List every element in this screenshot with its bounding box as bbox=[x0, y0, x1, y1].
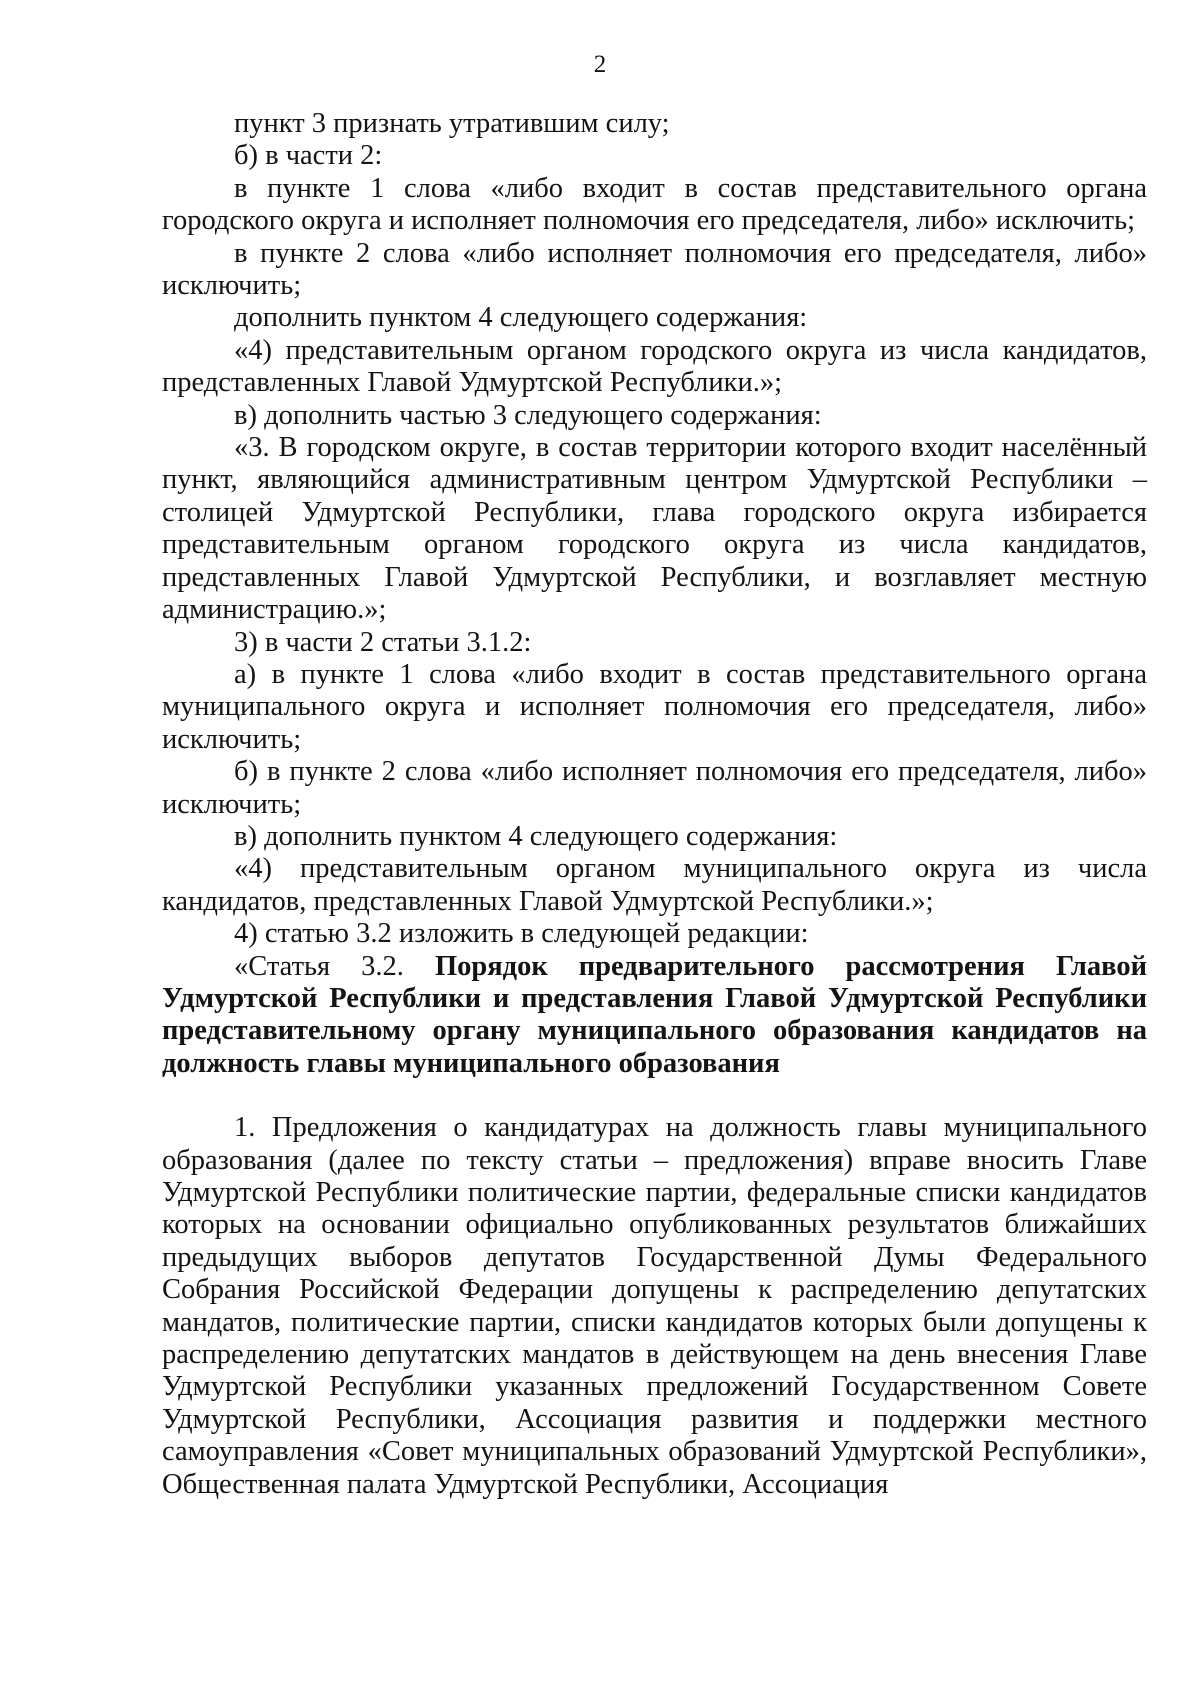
paragraph: 4) статью 3.2 изложить в следующей редакции: bbox=[234, 918, 809, 950]
paragraph: дополнить пунктом 4 следующего содержания: bbox=[234, 302, 808, 334]
article-prefix: «Статья 3.2. bbox=[234, 950, 435, 982]
paragraph: «4) представительным органом городского округа из числа кандидатов, представленных Главой Удмуртской Республики.»; bbox=[162, 334, 1147, 399]
article-clause-1: 1. Предложения о кандидатурах на должность главы муниципального образования (далее по тексту статьи – предложения) вправе вносить Главе Удмуртской Республики политические партии, федеральные списки кандидатов которых на основании официально опубликованных результатов ближайших предыдущих выборов депутатов Государственной Думы Федерального Собрания Российской Федерации допущены к распределению депутатских мандатов, политические партии, списки кандидатов которых были допущены к распределению депутатских мандатов в действующем на день внесения Главе Удмуртской Республики указанных предложений Государственном Совете Удмуртской Республики, Ассоциация развития и поддержки местного самоуправления «Совет муниципальных образований Удмуртской Республики», Общественная палата Удмуртской Республики, Ассоциация bbox=[162, 1112, 1147, 1500]
paragraph: в) дополнить пунктом 4 следующего содержания: bbox=[234, 820, 838, 852]
paragraph: в пункте 2 слова «либо исполняет полномочия его председателя, либо» исключить; bbox=[162, 237, 1147, 302]
paragraph: 3) в части 2 статьи 3.1.2: bbox=[234, 626, 532, 658]
paragraph: пункт 3 признать утратившим силу; bbox=[234, 108, 670, 139]
paragraph: б) в части 2: bbox=[234, 140, 383, 172]
document-body bbox=[162, 108, 1147, 1501]
paragraph: б) в пункте 2 слова «либо исполняет полномочия его председателя, либо» исключить; bbox=[162, 756, 1147, 820]
paragraph: а) в пункте 1 слова «либо входит в состав представительного органа муниципального округа и исполняет полномочия его председателя, либо» исключить; bbox=[162, 658, 1147, 755]
article-title: Порядок предварительного рассмотрения Главой Удмуртской Республики и представления Главой Удмуртской Республики представительному органу муниципального образования кандидатов на должность главы муниципального образования bbox=[162, 950, 1147, 1079]
paragraph: «4) представительным органом муниципального округа из числа кандидатов, представленных Главой Удмуртской Республики.»; bbox=[162, 853, 1147, 917]
paragraph: «3. В городском округе, в состав территории которого входит населённый пункт, являющийся административным центром Удмуртской Республики – столицей Удмуртской Республики, глава городского округа избирается представительным органом городского округа из числа кандидатов, представленных Главой Удмуртской Республики, и возглавляет местную администрацию.»; bbox=[162, 432, 1147, 626]
page-number: 2 bbox=[593, 51, 607, 78]
article-heading bbox=[162, 951, 1147, 1081]
paragraph: в пункте 1 слова «либо входит в состав представительного органа городского округа и исполняет полномочия его председателя, либо» исключить; bbox=[162, 172, 1147, 237]
paragraph: в) дополнить частью 3 следующего содержания: bbox=[234, 399, 822, 431]
